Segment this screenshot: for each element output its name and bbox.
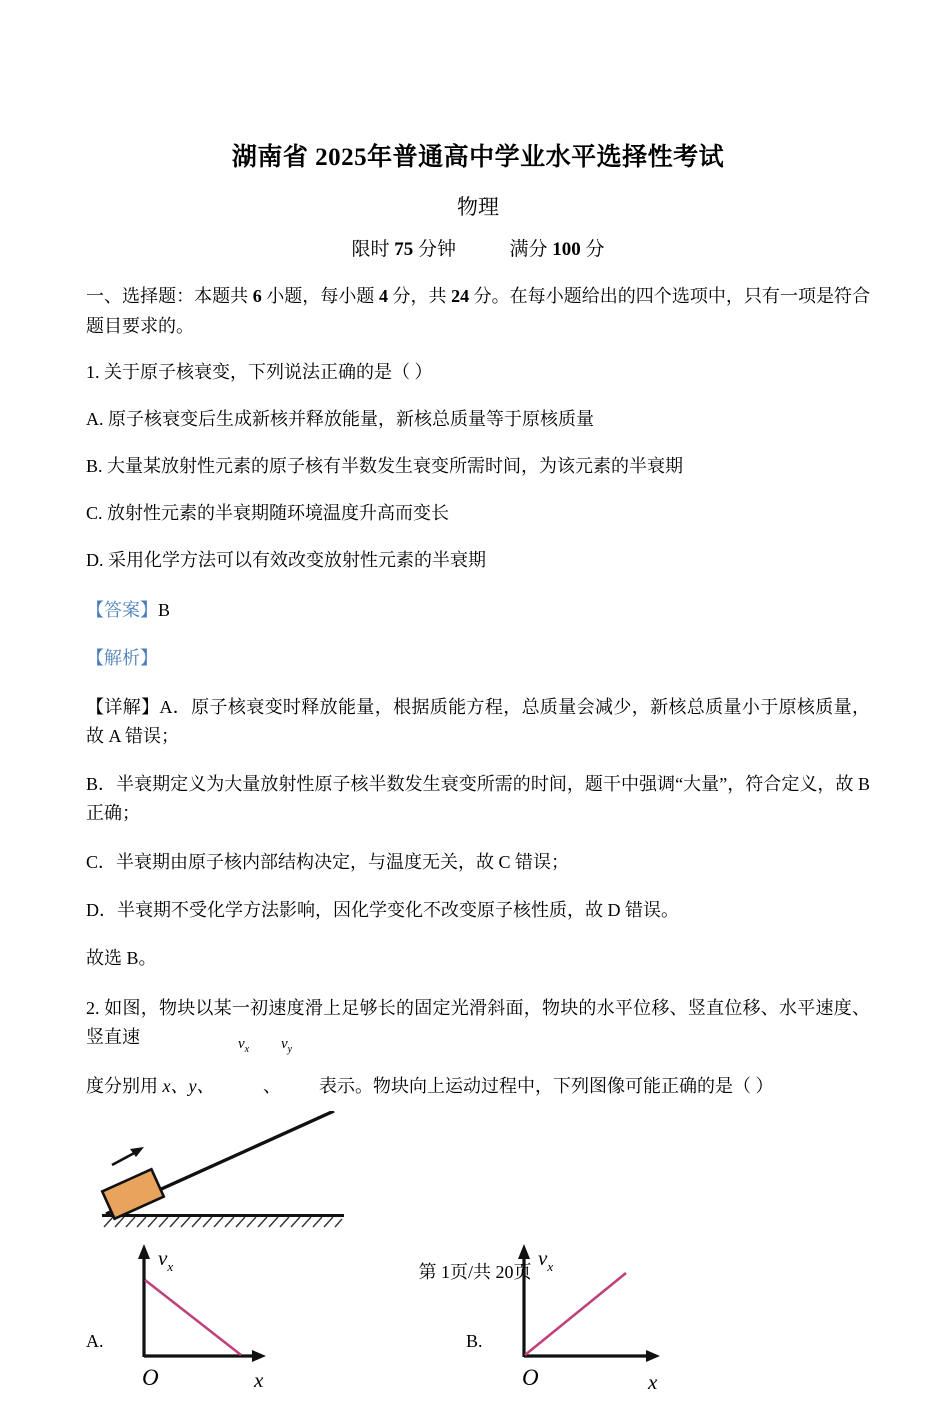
graph-b-x-axis-arrowhead — [646, 1350, 660, 1362]
section-intro-part-d: 分。在每小题给出的四个选项中，只有一项是符合题目要求的。 — [86, 286, 871, 336]
graph-b-origin-label: O — [522, 1365, 539, 1391]
subject-heading: 物理 — [457, 194, 499, 219]
answer-value: B — [158, 599, 171, 620]
question-2-stem-line-1: 2. 如图，物块以某一初速度滑上足够长的固定光滑斜面，物块的水平位移、竖直位移、水平速度、竖直速 — [86, 997, 870, 1048]
question-2-variables-xy: x、y、 — [162, 1076, 215, 1097]
total-score-label: 满分 — [509, 238, 548, 260]
question-2-option-a-letter: A. — [86, 1331, 104, 1352]
graph-a-x-axis-label: x — [254, 1368, 264, 1393]
question-2-var-separator: 、 — [262, 1076, 281, 1097]
time-limit-label: 限时 — [351, 238, 390, 260]
question-2-stem-part-a: 度分别用 — [86, 1076, 158, 1097]
page-content — [86, 0, 870, 1407]
time-limit-value: 75 — [394, 238, 414, 260]
inclined-plane-figure — [86, 1111, 426, 1231]
graph-b-x-axis-label: x — [648, 1370, 658, 1395]
section-question-count: 6 — [252, 286, 262, 307]
motion-direction-arrow — [112, 1147, 144, 1165]
total-score-value: 100 — [552, 238, 581, 260]
ground-hatching — [104, 1217, 342, 1227]
inline-variable-vx-subscript: x — [244, 1044, 250, 1056]
analysis-label: 【解析】 — [86, 647, 158, 668]
graph-b-y-axis-label: $v_x$ — [538, 1246, 554, 1275]
inline-variable-vx — [238, 1032, 249, 1058]
question-1-answer — [86, 576, 870, 625]
detail-text: A．原子核衰变时释放能量，根据质能方程，总质量会减少，新核总质量小于原核质量，故 A 错误； — [86, 696, 871, 747]
question-1-option-b: B. 大量某放射性元素的原子核有半数发生衰变所需时间，为该元素的半衰期 — [86, 456, 684, 477]
question-2-stem-line-2 — [86, 1036, 870, 1101]
graph-b-data-line — [525, 1273, 626, 1355]
section-intro-part-c: 分，共 — [392, 286, 447, 307]
question-1-option-c: C. 放射性元素的半衰期随环境温度升高而变长 — [86, 503, 450, 524]
question-2-option-b-letter: B. — [466, 1331, 483, 1352]
question-1-option-a: A. 原子核衰变后生成新核并释放能量，新核总质量等于原核质量 — [86, 408, 594, 429]
detail-label: 【详解】 — [86, 696, 160, 717]
inline-variable-vy — [281, 1032, 292, 1058]
total-score-unit: 分 — [585, 238, 605, 260]
answer-label: 【答案】 — [86, 599, 158, 620]
question-1-explanation-d: D．半衰期不受化学方法影响，因化学变化不改变原子核性质，故 D 错误。 — [86, 899, 679, 920]
question-1-conclusion: 故选 B。 — [86, 947, 157, 968]
section-points-total: 24 — [451, 286, 470, 307]
section-instructions — [86, 262, 870, 340]
page-footer: 第 1页/共 20页 — [418, 1262, 532, 1282]
inline-variable-vx-base: v — [238, 1036, 245, 1053]
question-1-analysis-heading — [86, 625, 870, 673]
section-intro-part-b: 小题，每小题 — [266, 286, 375, 307]
question-1-option-d: D. 采用化学方法可以有效改变放射性元素的半衰期 — [86, 550, 486, 571]
question-2-stem-part-b: 表示。物块向上运动过程中，下列图像可能正确的是（ ） — [318, 1076, 774, 1097]
time-limit-unit: 分钟 — [417, 238, 456, 260]
page-title: 湖南省 2025年普通高中学业水平选择性考试 — [231, 144, 725, 171]
graph-a-y-axis-label: $v_x$ — [158, 1246, 174, 1275]
exam-meta — [86, 221, 870, 263]
inline-variable-vy-subscript: y — [287, 1044, 293, 1056]
question-1-explanation-c: C．半衰期由原子核内部结构决定，与温度无关，故 C 错误； — [86, 851, 570, 872]
block-on-incline — [102, 1170, 164, 1220]
inclined-plane-svg — [86, 1111, 426, 1231]
graph-a-origin-label: O — [142, 1365, 159, 1391]
question-1-stem: 1. 关于原子核衰变，下列说法正确的是（ ） — [86, 361, 433, 382]
inline-variable-vy-base: v — [281, 1036, 288, 1053]
section-points-each: 4 — [378, 286, 388, 307]
graph-a-x-axis-arrowhead — [252, 1350, 266, 1362]
section-intro-part-a: 一、选择题：本题共 — [86, 286, 249, 307]
question-1-explanation-b: B．半衰期定义为大量放射性原子核半数发生衰变所需的时间，题干中强调“大量”，符合定义，故 B 正确； — [86, 774, 870, 824]
graph-a-data-line — [145, 1280, 241, 1355]
question-1-detail — [86, 673, 870, 751]
